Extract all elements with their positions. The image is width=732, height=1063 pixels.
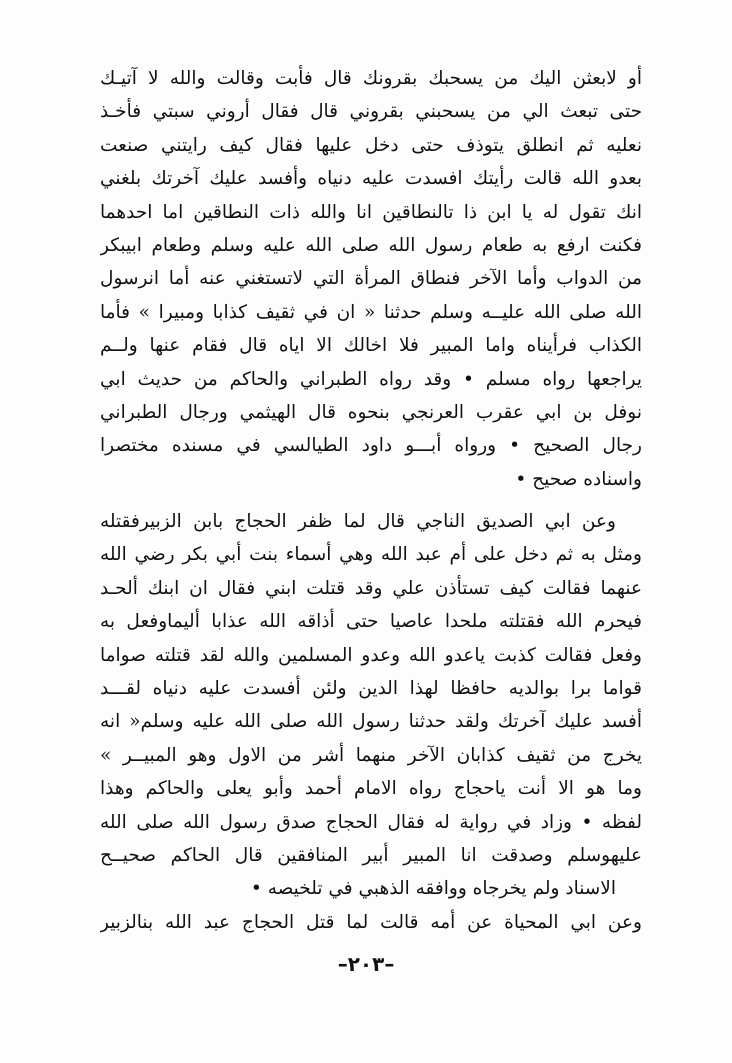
- text-line: بعدو الله قالت رأيتك افسدت عليه دنياه وأفسد عليك آخرتك بلغني: [100, 168, 642, 190]
- text-line: قواما برا بوالديه حافظا لهذا الدين ولئن أفسدت عليه دنياه لقـــد: [100, 677, 642, 699]
- text-line: وفعل فقالت كذبت ياعدو الله وعدو المسلمين والله لقد قتلته صواما: [100, 644, 642, 666]
- text-line: وعن ابي المحياة عن أمه قالت لما قتل الحجاج عبد الله بنالزبير: [100, 911, 642, 933]
- text-line: ومثل به ثم دخل على أم عبد الله وهي أسماء بنت أبي بكر رضي الله: [100, 544, 642, 566]
- text-line: عليهوسلم وصدقت انا المبير أبير المنافقين قال الحاكم صحيــح: [100, 844, 642, 866]
- text-line: وعن ابي الصديق الناجي قال لما ظفر الحجاج بابن الزبيرفقتله: [100, 511, 616, 532]
- text-line: انك تقول له يا ابن ذا تالنطاقين انا والله ذات النطاقين اما احدهما: [100, 201, 642, 223]
- text-line: عنهما فقالت كيف تستأذن علي وقد قتلت ابني فقال ان ابنك ألحـد: [100, 577, 642, 599]
- paragraph-1: [100, 62, 642, 496]
- text-line: الاسناد ولم يخرجاه ووافقه الذهبي في تلخيصه •: [250, 878, 616, 900]
- text-line: نعليه ثم انطلق يتوذف حتى دخل عليها فقال كيف رايتني صنعت: [100, 134, 642, 156]
- text-line: فكنت ارفع به طعام رسول الله صلى الله عليه وسلم وطعام ابيبكر: [100, 234, 642, 256]
- text-line: وما هو الا أنت ياحجاج رواه الامام أحمد وأبو يعلى والحاكم وهذا: [100, 778, 642, 800]
- page-number: –٢٠٣–: [337, 952, 395, 976]
- text-line: الله صلى الله عليــه وسلم حدثنا « ان في ثقيف كذابا ومبيرا » فأما: [100, 301, 642, 323]
- text-line: واسناده صحيح •: [515, 468, 642, 490]
- text-line: الكذاب فرأيناه واما المبير فلا اخالك الا اياه قال فقام عنها ولــم: [100, 335, 642, 357]
- text-line: لفظه • وزاد في رواية له فقال الحجاج صدق رسول الله صلى الله: [100, 811, 642, 833]
- text-line: أو لابعثن اليك من يسحبك بقرونك قال فأبت وقالت والله لا آتيـك: [100, 68, 642, 89]
- text-line: حتى تبعث الي من يسحبني بقروني قال فقال أروني سبتي فأخـذ: [100, 101, 642, 123]
- text-line: فيحرم الله فقتلته ملحدا عاصيا حتى أذاقه الله عذابا أليماوفعل به: [100, 611, 642, 633]
- text-line: أفسد عليك آخرتك ولقد حدثنا رسول الله صلى الله عليه وسلم« انه: [100, 711, 642, 733]
- text-line: يخرج من ثقيف كذابان الآخر منهما أشر من الاول وهو المبيــر »: [100, 744, 642, 766]
- text-line: يراجعها رواه مسلم • وقد رواه الطبراني والحاكم من حديث ابي: [100, 368, 642, 390]
- paragraph-2: [100, 505, 642, 939]
- text-line: رجال الصحيح • ورواه أبـــو داود الطيالسي في مسنده مختصرا: [100, 435, 642, 457]
- text-line: من الدواب وأما الآخر فنطاق المرأة التي لاتستغني عنه أما انرسول: [100, 268, 642, 290]
- text-line: نوفل بن ابي عقرب العرنجي بنحوه قال الهيثمي ورجال الطبراني: [100, 401, 642, 423]
